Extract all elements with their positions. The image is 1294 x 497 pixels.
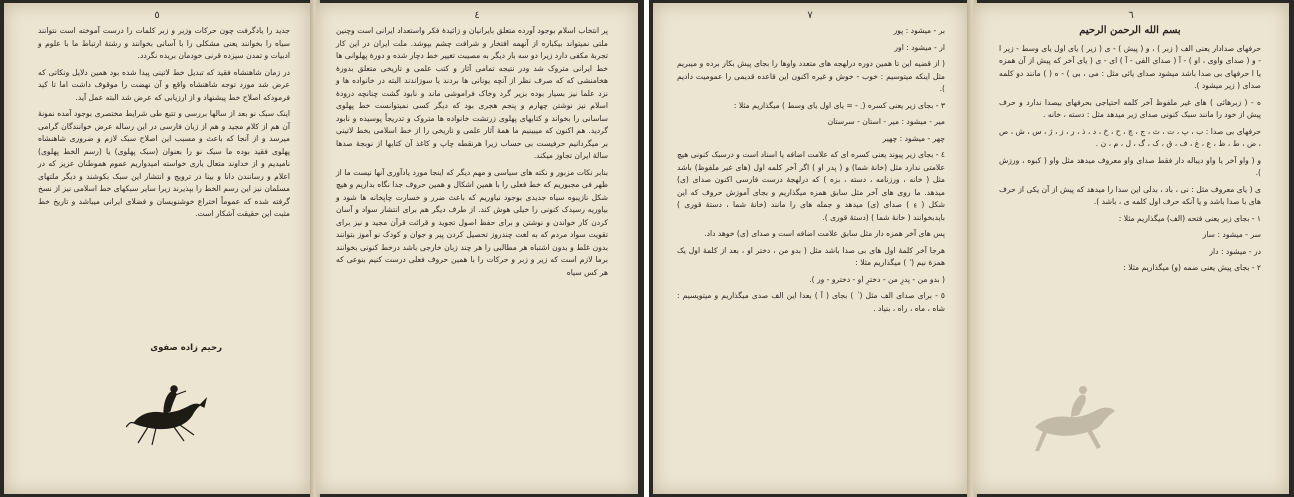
page-4-paragraph-2: بنابر نکات مزبور و نکته های سیاسی و مهم دیگر که اینجا مورد یادآوری آنها نیست ما از ظهر فی مجبوریم که خط فعلی را با همین اشکال و همین حروف جدا نگاه بداریم و هیچ شکل نازیبوه سیاه جدیدی بوجود نیاوریم که باعث ضرر و خسارت چاپخانه ها شود و بیاوریه رسیدک کنونی را خیلی هوش کند. از طرف دیگر هم برای انتشار سواد و آسان کردن کار خواندن و نوشتن و برای حفظ اصول تجوید و قرائت قرآن مجید و نیز برای تقویت سواد مردم که به لغت چندروز تحصیل کردن پیر و جوان و کودک نو آموز بتوانند بدون غلط و بدون اشتباه هر مطالبی را هر چند زبان خارجی باشد درخط کنونی بخوانند برما لازم است که زیر و زبر و حرکات را با همین حروف فعلی درست کنیم بنوعی که هر کس سیاه xyxy=(336,167,608,277)
page-7-paragraph-9: هرجا آخر کلمهٔ اول های بی صدا باشد مثل ( بدو من ، دختر او ، بعد از کلمهٔ اول یک همزهٔ نیم ( ٔ ) میگذاریم مثلا : xyxy=(677,245,945,267)
page-7-paragraph-8: پس های آخر همزه دار مثل سابق علامت اضافه است و صدای (ی) خوهد داد. xyxy=(704,229,945,238)
page-7-paragraph-4: ٣ - بجای زیر یعنی کسره ( ِ - = یای اول یای وسط ) میگذاریم مثلا : xyxy=(733,100,945,110)
faint-rider-illustration xyxy=(1025,381,1125,459)
left-book-spread xyxy=(0,0,644,497)
page-7-paragraph-10: ( بدو من - پدرِ من - دخترِ او - دخترو - ور ). xyxy=(809,274,945,284)
page-4 xyxy=(316,3,638,494)
page-5-body xyxy=(38,25,290,225)
page-7-body xyxy=(677,25,945,319)
page-4-body xyxy=(336,25,608,283)
page-number-7: ٧ xyxy=(807,10,813,21)
page-7-paragraph-6: چهر - میشود : چهیر xyxy=(882,133,945,143)
page-6-paragraph-3: حرفهای بی صدا : ب ، پ ، ت ، ث ، ج ، چ ، ح ، خ ، د ، ذ ، ر ، ز ، ژ ، س ، ش ، ص ، ض ، ط ، ظ ، ع ، غ ، ف ، ق ، ک ، گ ، ل ، م ، ن . xyxy=(999,126,1261,148)
page-7 xyxy=(653,3,967,494)
page-6-body xyxy=(999,25,1261,279)
page-6-paragraph-1: حرفهای صدادار یعنی الف ( زبر ) ، و ( پیش ) - ی ( زیر ) یای اول یای وسط - زیر ا - و ( صدای واوی ، او ) - آ ( صدای الفی - آ ) ای - ی ( یای آخر که پیش از آن همزه یا ا حرفهای بی صدا باشد میشود صدای یائی مثل : می ، بی ) - ه ( ) مانند دو کلمه صدای ( زیر میشود ). xyxy=(999,43,1261,90)
page-6-paragraph-6: ١ - بجای زبر یعنی فتحه (الف) میگذاریم مثلا : xyxy=(1118,213,1261,223)
basmala-heading: بسم الله الرحمن الرحیم xyxy=(1079,25,1181,36)
page-number-4: ٤ xyxy=(474,10,480,21)
page-6-paragraph-5: ی ( یای معروف مثل : نی ، باد ، بدلی این سدا را میدهد که پیش از آن یکی از حرف های با صدا باشد و یا آنکه حرف اول کلمه ی ، باشد ). xyxy=(999,184,1261,206)
page-4-paragraph-1: پر انتخاب اسلام بوجود آورده متعلق بایرانیان و زائیدهٔ فکر واستعداد ایرانی است وچنین ملتی نمیتواند بیکباره از آنهمه افتخار و شرافت چشم بپوشد. ملت ایران در این کار تجربهٔ مکفی دارد زیرا دو سه بار دیگر به مصیبت تغییر خط دچار شده و دورهٔ پهلوانی ها خط ایرانی متروک شد ودر نتیجه تمامی آثار و کتب علمی و تاریخی متعلق بدورهٔ هخامنشی که که صرف نظر از آنچه یونانی ها بردند یا سوزاندند البته در خانواده ها و نزد علما نیز بسیار بوده بزیر گرد وخاک فراموشی ماند و نابود گشت چنانچه درودهٔ اسلام نیز نوشتن چهارم و پنجم هجری بود که دیگر کسی نمیتوانست خط پهلوی ساسانی را بخواند و کتابهای پهلوی زرتشت خانواده ها متروک و تدریجاً پوسیده و نابود گردید. هم اکنون که میبینیم ما همهٔ آثار علمی و تاریخی را از خط اسلامی بخط لاتینی بر میگردانیم حرفیست بی حساب زیرا هرنقطه چاپ و کاغذ آن کتابها از نوبجهٔ صدها سالهٔ ایران تجاوز میکند. xyxy=(336,26,608,160)
page-6-paragraph-8: در - میشود : دار xyxy=(1209,246,1261,256)
page-7-paragraph-11: ٥ - برای صدای الف مثل ( ٰ ) بجای ( آ ) بعدا این الف صدی میگذاریم و میتویسیم : شاه ، ماه ، راه ، بنیاد . xyxy=(677,291,945,313)
page-7-paragraph-7: ٤ - بجای زیر پیوند یعنی کسره ای که علامت اضافه یا اسناد است و درسبک کنونی هیچ علامتی ندارد مثل (خانهٔ شما) و ( پدر او ) اگر آخر کلمه اول (های غیر ملفوظ) باشد مثل ( خانه ، ورزنامه ، دسته ، بزه ) که درلهجهٔ درست فارسی اکنون صدای (ی) میدهد. ما روی های آخر مثل سابق همزه میگذاریم و بجای آموزش حروف که این شکل ( ءِ ) صدای (ی) میدهد و جمله های را مانند (خانهٔ شما ، دستهٔ قوری ) بایدبخوانند ( خانهٔ شما ) (دستهٔ قوری ). xyxy=(677,150,945,222)
page-number-6: ٦ xyxy=(1128,10,1134,21)
page-6 xyxy=(973,3,1289,494)
page-5-paragraph-2: در زمان شاهنشاه فقید که تبدیل خط لاتینی پیدا شده بود همین دلایل ونکاتی که عرض شد مورد توجه شاهنشاه واقع و آن نهضت را موقوف داشت اما تا کید فرمودکه اصلاح خط پیشنهاد و از ارزیابی که عرض شد البته عمل آید. xyxy=(38,67,290,102)
page-5-paragraph-1: جدید را یادگرفت چون حرکات وزیر و زبر کلمات را درست آموخته است نتوانند سیاه را بخوانند یعنی مشکلی را با آسانی بخوانند و رشتهٔ ارتباط ما با علوم و ادبیات و تمدن سیزده قرنی خودمان بریده نگردد. xyxy=(38,26,290,60)
page-5 xyxy=(4,3,310,494)
page-5-paragraph-3: اینک سبک نو بعد از سالها بررسی و تتبع طی شرایط مختصری بوجود آمده نمونهٔ آن هم از کلام مجید و هم از زبان فارسی در این رساله عرض خوانندگان گرامی میرسد و از آنجا که باعث و مسبب این اصلاح سبک لازم و ضروری شاهنشاه پهلوی فقید بوده ما سبک نو را بعنوان (سبک پهلوی) یا (رسم الخط پهلوی) نامیدیم و از خداوند متعال یاری خواسته امیدواریم عموم هموطنان عزیز که در اعلام و رسانندن دانا و بینا در ترویج و انتشار این سبک بکوشند و دیگر ملتهای مسلمان نیز این رسم الخط را بپذیرند زیرا سایر سبکهای خط اسلامی نیز از نسخ گرفته شده که عموماً اختراع خوشنویسان و فضلای ایرانی میباشد و تاریخ خط مثبت این حقیقت آشکار است. xyxy=(38,109,290,218)
page-7-paragraph-1: بر - میشود : پور xyxy=(893,26,945,35)
page-7-paragraph-2: ار - میشود : اور xyxy=(894,42,945,52)
author-signature: رحیم زاده صفوی xyxy=(150,343,222,353)
page-6-paragraph-2: ه - ( زبرهائی ) های غیر ملفوظ آخر کلمه احتیاجی بحرفهای بیصدا ندارد و حرف پیش از خود را مانند سبک کنونی صدای زیر میدهد مثل : دسته ، خانه . xyxy=(999,97,1261,119)
page-7-paragraph-5: میر - میشود : میر - استان - سرستان xyxy=(827,117,945,126)
horse-rider-illustration xyxy=(126,381,210,451)
page-6-paragraph-7: سر - میشود : سار xyxy=(1202,230,1261,239)
page-6-paragraph-9: ٢ - بجای پیش یعنی ضمه (و) میگذاریم مثلا : xyxy=(1123,263,1261,272)
page-7-paragraph-3: ( از قضیه این تا همین دوره درلهجه های متعدد واوها را بجای پیش بکار برده و میبریم مثل اینکه میتوسیم : خوب - خوش و غیره اکنون این قاعده قدیمی را عمومیت دادیم ). xyxy=(677,59,945,93)
right-book-spread xyxy=(649,0,1294,497)
page-number-5: ٥ xyxy=(154,10,160,21)
page-6-paragraph-4: و ( واو آخر یا واو دیباله دار فقط صدای واو معروف میدهد مثل واو ( کبوه ، ورزش ). xyxy=(999,155,1261,177)
